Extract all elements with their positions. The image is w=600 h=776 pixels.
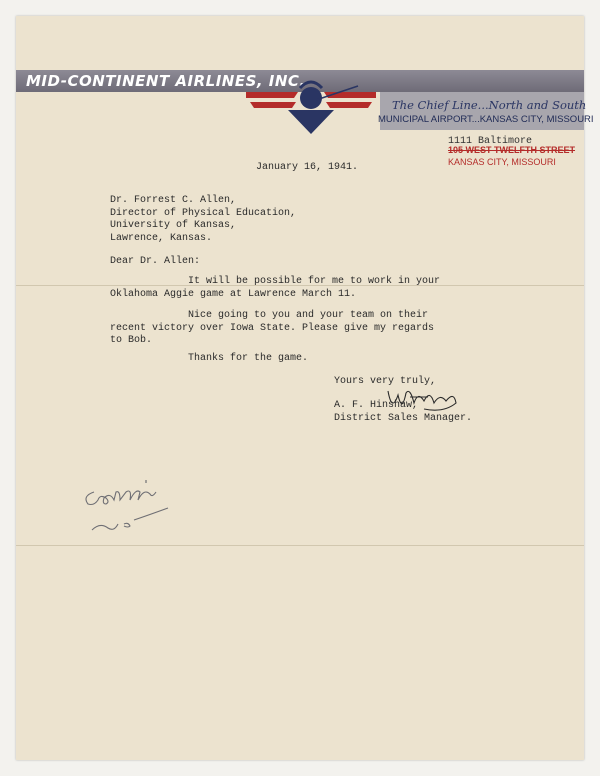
paragraph-line: It will be possible for me to work in your [188, 276, 441, 287]
paragraph-line: Thanks for the game. [188, 353, 309, 364]
struck-street-address: 105 WEST TWELFTH STREET [448, 145, 576, 155]
letter-date: January 16, 1941. [256, 162, 359, 173]
indian-chief-logo-icon [246, 80, 376, 136]
recipient-line: University of Kansas, [110, 220, 237, 232]
salutation: Dear Dr. Allen: [110, 256, 201, 267]
paragraph-line: to Bob. [110, 335, 153, 347]
recipient-line: Dr. Forrest C. Allen, [110, 195, 237, 206]
signer-name: A. F. Hinshaw, [334, 400, 419, 411]
closing: Yours very truly, [334, 376, 437, 387]
recipient-line: Lawrence, Kansas. [110, 232, 213, 244]
paragraph-line: Oklahoma Aggie game at Lawrence March 11. [110, 288, 357, 300]
company-address: MUNICIPAL AIRPORT...KANSAS CITY, MISSOURI [378, 114, 594, 125]
pencil-annotation-confirm [80, 478, 190, 540]
signer-title: District Sales Manager. [334, 412, 473, 424]
fold-line [16, 545, 584, 546]
typed-street-correction: 1111 Baltimore [448, 136, 533, 147]
company-slogan: The Chief Line...North and South [392, 98, 587, 112]
paragraph-line: recent victory over Iowa State. Please give my regards [110, 322, 435, 334]
recipient-line: Director of Physical Education, [110, 207, 297, 219]
letterhead-city: KANSAS CITY, MISSOURI [448, 157, 556, 167]
paragraph-line: Nice going to you and your team on their [188, 310, 429, 321]
company-name: MID-CONTINENT AIRLINES, INC. [26, 72, 306, 90]
